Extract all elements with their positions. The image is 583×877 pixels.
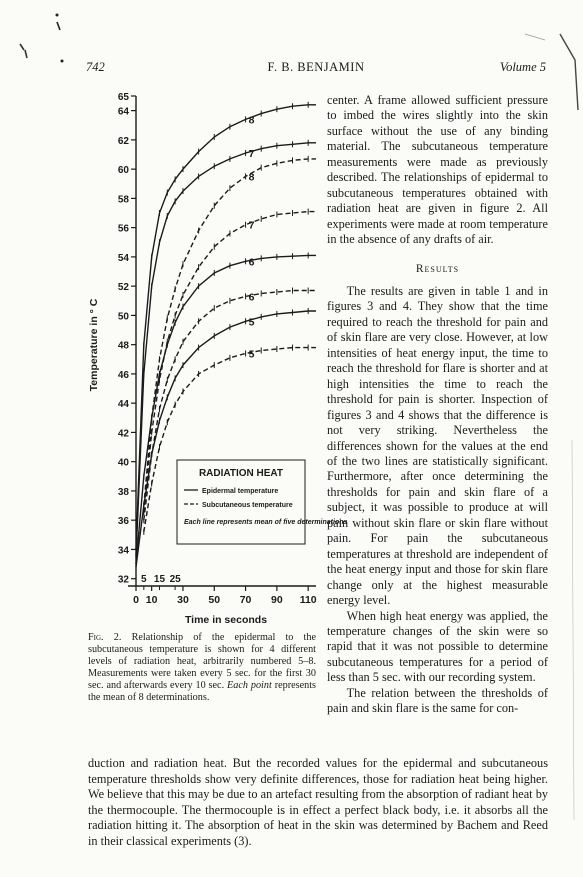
right-column-results: [327, 284, 548, 717]
x-tick-label: 30: [177, 594, 189, 606]
x-extra-tick-label: 5: [141, 574, 147, 585]
series-label: 7: [248, 219, 255, 232]
y-tick-label: 44: [117, 399, 129, 411]
paragraph-methods: center. A frame allowed sufficient pressure to imbed the wires slightly into the skin surface without the use of any binding material. The subcutaneous temperature measurements were made as previously described. The relationships of epidermal to subcutaneous temperatures obtained with radiation heat are given in figure 2. All experiments were made at room temperature in the absence of any drafts of air.: [327, 93, 548, 247]
x-tick-label: 70: [239, 594, 252, 606]
series-label: 6: [248, 256, 255, 269]
paragraph-relation-start: The relation between the thresholds of pain and skin flare is the same for con-: [327, 685, 548, 716]
y-tick-label: 60: [117, 165, 129, 177]
series-label: 6: [248, 291, 255, 304]
y-tick-label: 40: [117, 457, 129, 469]
x-axis: [128, 574, 317, 606]
x-tick-label: 110: [299, 594, 317, 606]
series-label: 8: [248, 114, 255, 127]
paragraph-high-heat: When high heat energy was applied, the temperature changes of the skin were so rapid that it was not possible to determine subcutaneous temperatures for a period of less than 5 sec. with our recording system.: [327, 608, 548, 685]
y-tick-label: 34: [117, 545, 129, 557]
y-tick-label: 64: [117, 106, 129, 118]
legend-note-text: Each line represents mean of five determinations: [184, 519, 348, 526]
caption-text-end: represents the mean of 8 determinations.: [88, 680, 317, 703]
y-tick-label: 52: [117, 282, 129, 294]
temperature-chart: [86, 90, 348, 630]
x-axis-label: Time in seconds: [184, 614, 268, 626]
x-extra-tick-label: 15: [153, 574, 166, 585]
caption-italic: Each point: [227, 680, 272, 691]
legend-dashed-label: Subcutaneous temperature: [202, 502, 293, 509]
y-axis: [118, 92, 136, 586]
paragraph-results: The results are given in table 1 and in figures 3 and 4. They show that the time required to reach the threshold for pain and of skin flare are very close. However, at low intensities of heat energy input, the time to reach the threshold for flare is shorter and at high intensities the time to reach the threshold for pain is shorter. Inspection of figures 3 and 4 shows that the difference is not very striking. Nevertheless the differences shown for the values at the end of the two lines are statistically significant. Furthermore, after once determining the thresholds for pain and skin flare of a subject, it was possible to produce at will pain without skin flare or skin flare without pain. For pain the subcutaneous temperatures at threshold are independent of the heat energy input and those for skin flare change only at the highest measurable energy level.: [327, 284, 548, 608]
legend-solid-label: Epidermal temperature: [202, 488, 279, 495]
y-tick-label: 54: [117, 252, 129, 264]
y-tick-label: 56: [117, 223, 129, 235]
series-label: 5: [248, 316, 255, 329]
series-label: 5: [248, 348, 255, 361]
figure-2: [86, 90, 348, 630]
x-tick-label: 90: [271, 594, 283, 606]
y-tick-label: 48: [117, 340, 129, 352]
series-label: 7: [248, 148, 255, 161]
legend-note: [184, 519, 347, 526]
y-tick-label: 58: [117, 194, 129, 206]
section-heading-results: Results: [415, 263, 460, 275]
author-name: F. B. BENJAMIN: [267, 60, 365, 74]
right-column-top: [327, 93, 548, 248]
y-tick-label: 36: [117, 516, 129, 528]
volume-label: Volume 5: [499, 60, 546, 74]
y-axis-label: Temperature in ° C: [88, 298, 100, 392]
legend-title: RADIATION HEAT: [198, 468, 284, 479]
running-header: [86, 60, 546, 78]
y-tick-label: 50: [117, 311, 129, 323]
caption-text: Relationship of the epidermal to the subcutaneous temperature is shown for 4 different levels of radiation heat, arbitrarily numbered 5–8. Measurements were taken every 5 sec. for the first 30 sec. and afterwards every 10 sec.: [88, 632, 316, 691]
y-tick-label: 42: [117, 428, 129, 440]
page-number: 742: [86, 60, 105, 74]
y-tick-label: 62: [117, 135, 129, 147]
caption-label: Fig. 2.: [88, 632, 122, 643]
full-width-paragraph: duction and radiation heat. But the recorded values for the epidermal and subcutaneous temperature thresholds show very definite differences, those for radiation heat being higher. We believe that this may be due to an artefact resulting from the absorption of radiant heat by the thermocouple. The thermocouple is in effect a perfect black body, i.e. it absorbs all the radiation hitting it. The absorption of heat in the skin was determined by Bachem and Reed in their classical experiments (3).: [88, 756, 548, 848]
x-tick-label: 0: [133, 594, 139, 606]
x-extra-tick-label: 25: [169, 574, 181, 585]
y-tick-label: 65: [117, 92, 129, 103]
y-tick-label: 32: [117, 574, 129, 586]
series-label: 8: [248, 171, 255, 184]
figure-caption: [88, 632, 316, 704]
y-tick-label: 46: [117, 369, 129, 381]
x-tick-label: 50: [208, 594, 221, 606]
x-tick-label: 10: [145, 594, 158, 606]
y-tick-label: 38: [117, 486, 129, 498]
